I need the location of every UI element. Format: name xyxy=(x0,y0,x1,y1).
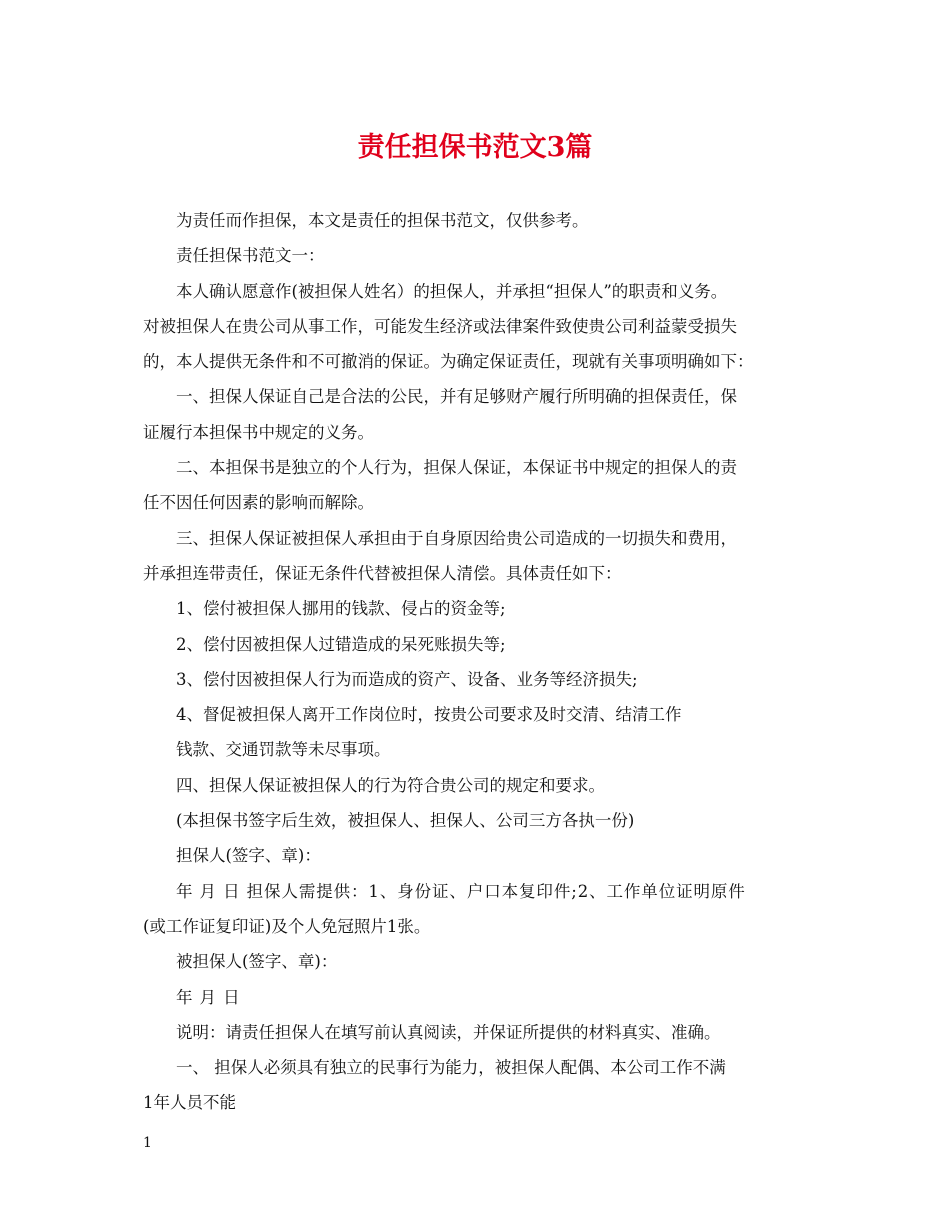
paragraph-line: 本人确认愿意作(被担保人姓名）的担保人，并承担“担保人”的职责和义务。 xyxy=(176,281,728,301)
paragraph-line: 并承担连带责任，保证无条件代替被担保人清偿。具体责任如下： xyxy=(143,563,622,583)
document-title: 责任担保书范文3篇 xyxy=(357,132,593,163)
paragraph-line: 四、担保人保证被担保人的行为符合贵公司的规定和要求。 xyxy=(176,775,605,795)
guarantor-signature-label: 担保人(签字、章)： xyxy=(176,846,321,866)
paragraph-line: 年 月 日 担保人需提供：1、身份证、户口本复印件;2、工作单位证明原件 xyxy=(176,881,746,901)
paragraph-line: 三、担保人保证被担保人承担由于自身原因给贵公司造成的一切损失和费用， xyxy=(176,528,737,548)
paragraph-line: 的，本人提供无条件和不可撤消的保证。为确定保证责任，现就有关事项明确如下： xyxy=(143,352,754,372)
paragraph-line: 二、本担保书是独立的个人行为，担保人保证，本保证书中规定的担保人的责 xyxy=(176,458,737,478)
paragraph-line: 对被担保人在贵公司从事工作，可能发生经济或法律案件致使贵公司利益蒙受损失 xyxy=(143,316,737,336)
paragraph-line: 一、担保人保证自己是合法的公民，并有足够财产履行所明确的担保责任，保 xyxy=(176,387,737,407)
paragraph-line: 钱款、交通罚款等未尽事项。 xyxy=(176,740,391,760)
list-item: 4、督促被担保人离开工作岗位时，按贵公司要求及时交清、结清工作 xyxy=(176,705,682,725)
list-item: 2、偿付因被担保人过错造成的呆死账损失等; xyxy=(176,634,506,654)
paragraph-line: 责任担保书范文一： xyxy=(176,246,325,266)
paragraph-line: (本担保书签字后生效，被担保人、担保人、公司三方各执一份) xyxy=(176,811,635,831)
page-number: 1 xyxy=(143,1135,152,1151)
paragraph-line: 任不因任何因素的影响而解除。 xyxy=(143,493,374,513)
document-body xyxy=(143,203,823,1121)
list-item: 1、偿付被担保人挪用的钱款、侵占的资金等; xyxy=(176,599,506,619)
paragraph-line: (或工作证复印证)及个人免冠照片1张。 xyxy=(143,916,431,936)
paragraph-line: 一、 担保人必须具有独立的民事行为能力，被担保人配偶、本公司工作不满 xyxy=(176,1058,726,1078)
paragraph-line: 1年人员不能 xyxy=(143,1093,236,1113)
date-line: 年 月 日 xyxy=(176,987,241,1007)
guaranteed-signature-label: 被担保人(签字、章)： xyxy=(176,952,338,972)
paragraph-line: 说明：请责任担保人在填写前认真阅读，并保证所提供的材料真实、准确。 xyxy=(176,1022,721,1042)
list-item: 3、偿付因被担保人行为而造成的资产、设备、业务等经济损失; xyxy=(176,669,638,689)
paragraph-line: 证履行本担保书中规定的义务。 xyxy=(143,422,374,442)
paragraph-line: 为责任而作担保，本文是责任的担保书范文，仅供参考。 xyxy=(176,211,589,230)
